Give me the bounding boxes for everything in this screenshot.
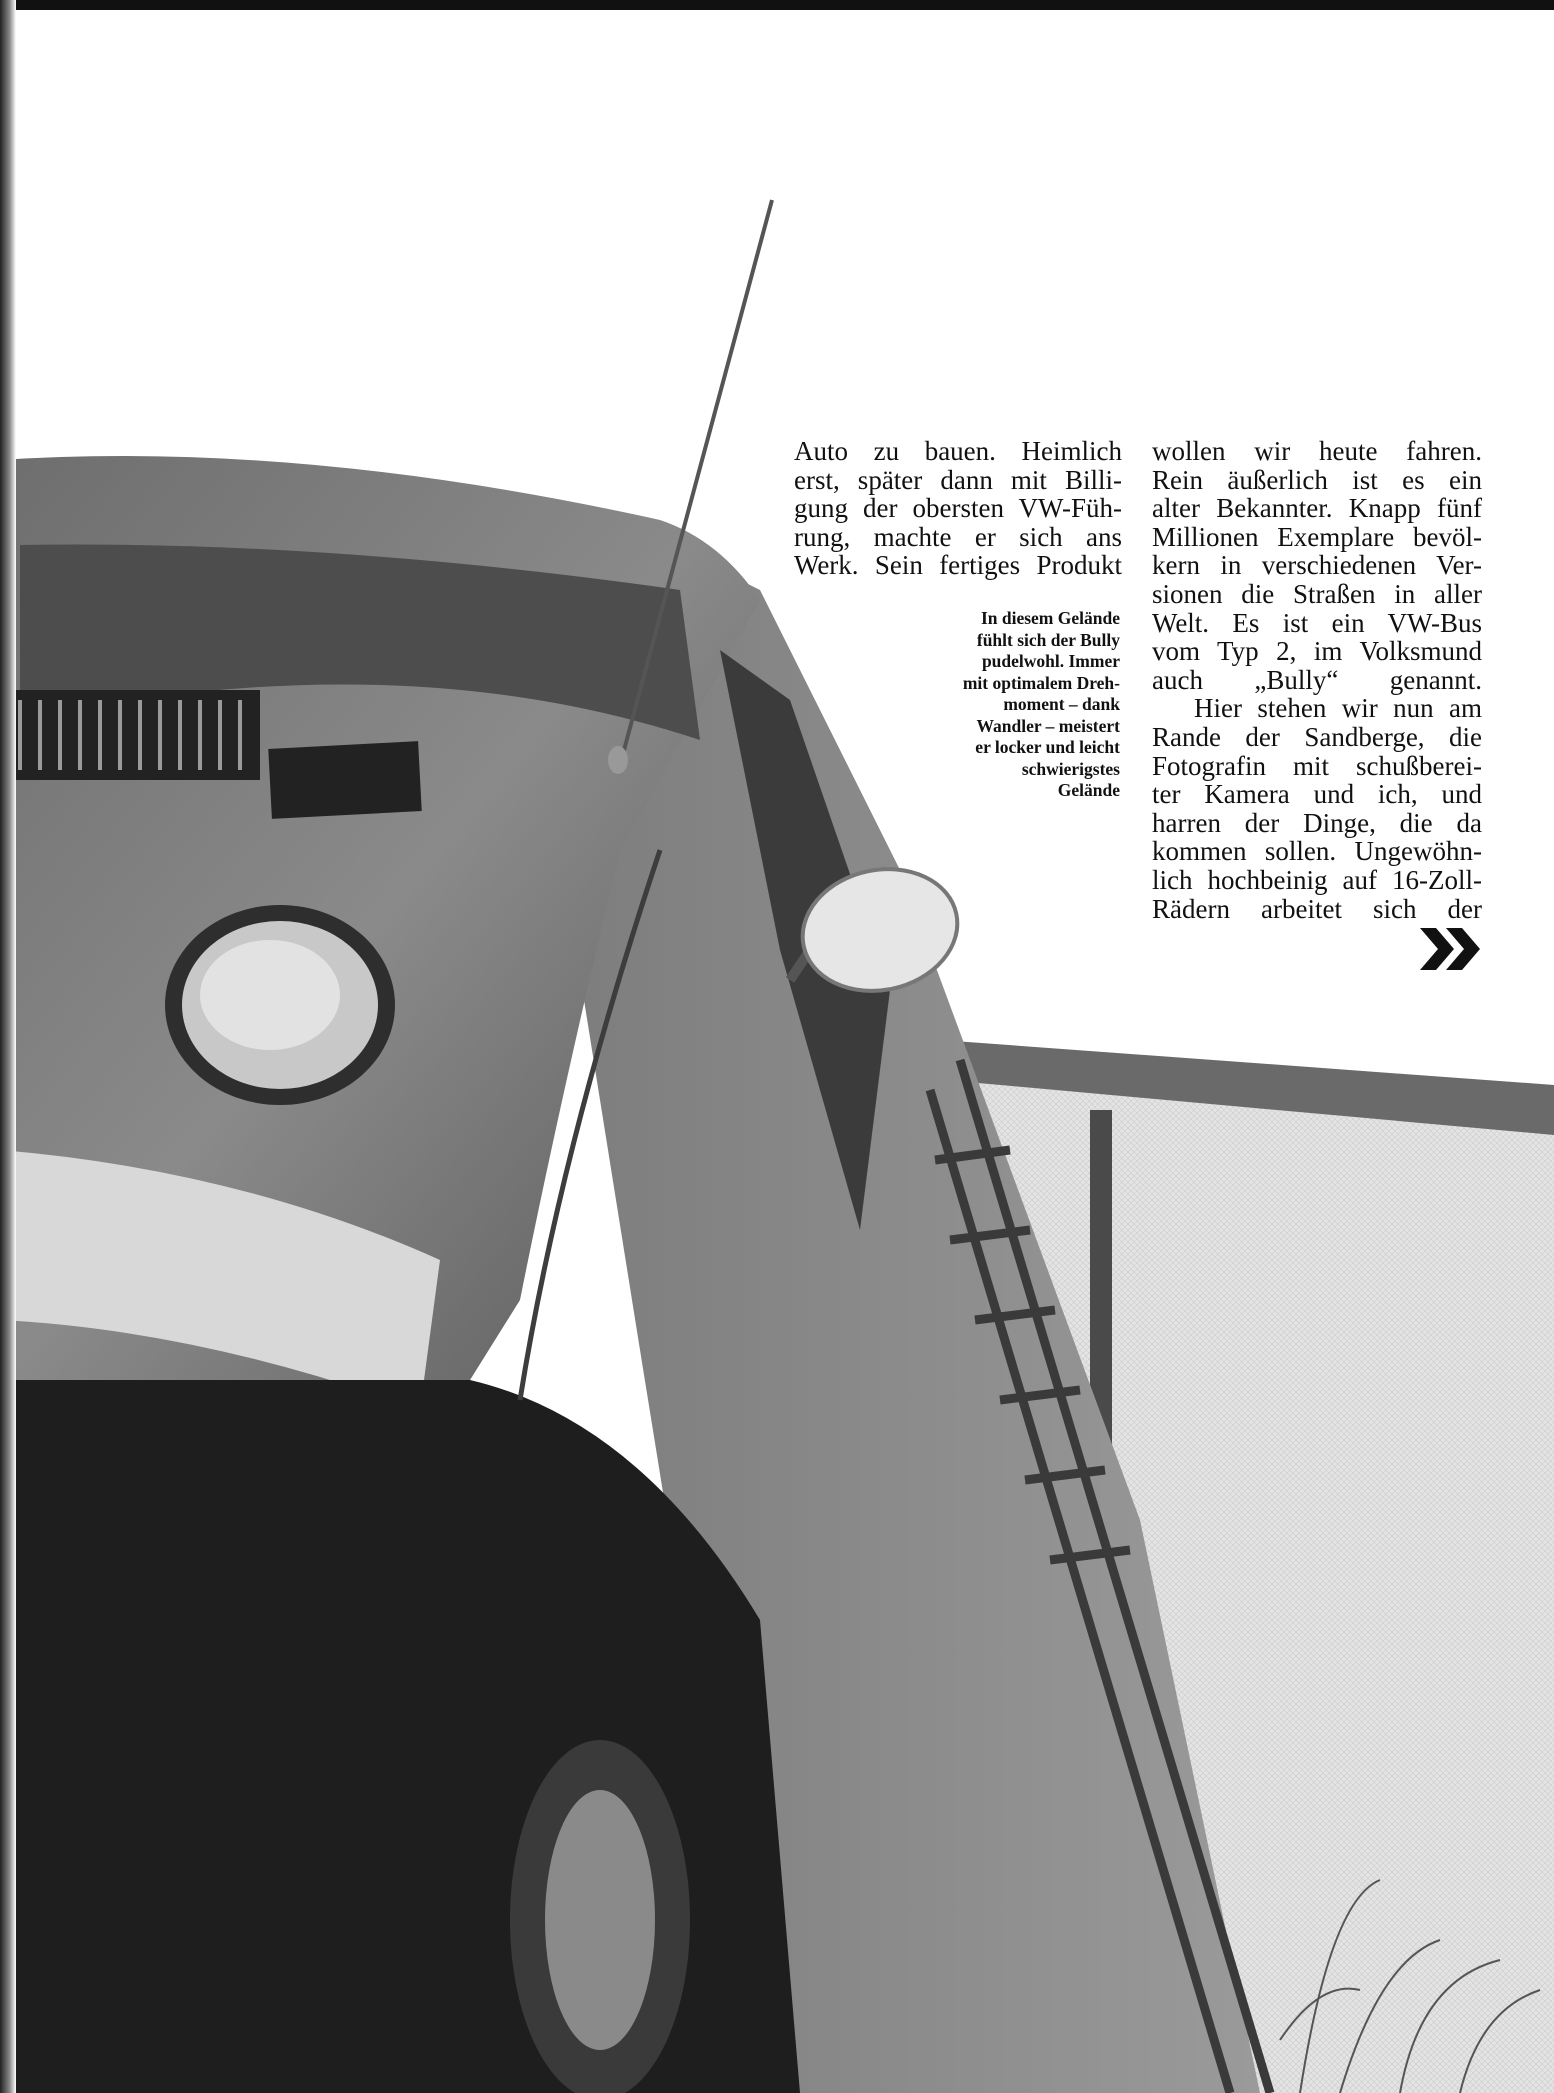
photo-caption xyxy=(880,608,1120,802)
text-line: gung der obersten VW-Füh- xyxy=(794,493,1122,524)
caption-line: fühlt sich der Bully xyxy=(976,629,1120,650)
caption-line: schwierigstes xyxy=(1021,758,1120,779)
text-line: lich hochbeinig auf 16-Zoll- xyxy=(1152,864,1482,895)
text-line: ter Kamera und ich, und xyxy=(1152,779,1482,810)
text-line: Werk. Sein fertiges Produkt xyxy=(794,550,1122,581)
text-line: rung, machte er sich ans xyxy=(794,521,1122,552)
text-line: wollen wir heute fahren. xyxy=(1152,436,1482,466)
caption-line: pudelwohl. Immer xyxy=(981,651,1120,671)
page-gutter xyxy=(0,0,16,2093)
text-line: sionen die Straßen in aller xyxy=(1152,578,1482,609)
caption-line: Gelände xyxy=(1057,780,1120,800)
text-line: Rande der Sandberge, die xyxy=(1152,721,1482,752)
caption-line: er locker und leicht xyxy=(975,737,1120,757)
caption-line: moment – dank xyxy=(1003,694,1120,714)
article-column-1 xyxy=(794,437,1122,580)
text-line: auch „Bully“ genannt. xyxy=(1152,664,1482,695)
double-chevron-right-icon xyxy=(1420,928,1486,970)
top-border xyxy=(0,0,1554,10)
text-line: Fotografin mit schußberei- xyxy=(1152,750,1482,781)
text-line: erst, später dann mit Billi- xyxy=(794,464,1122,495)
caption-line: Wandler – meistert xyxy=(976,715,1120,736)
caption-line: mit optimalem Dreh- xyxy=(962,672,1120,693)
text-line: vom Typ 2, im Volksmund xyxy=(1152,636,1482,667)
text-line: Rädern arbeitet sich der xyxy=(1152,893,1482,924)
text-line: Auto zu bauen. Heimlich xyxy=(794,436,1122,466)
text-line: Hier stehen wir nun am xyxy=(1194,693,1482,724)
caption-line: In diesem Gelände xyxy=(980,608,1120,628)
text-line: Welt. Es ist ein VW-Bus xyxy=(1152,607,1482,638)
article-column-2 xyxy=(1152,437,1482,923)
text-line: alter Bekannter. Knapp fünf xyxy=(1152,493,1482,524)
text-line: harren der Dinge, die da xyxy=(1152,807,1482,838)
text-line: Rein äußerlich ist es ein xyxy=(1152,464,1482,495)
text-line: kern in verschiedenen Ver- xyxy=(1152,550,1482,581)
text-line: Millionen Exemplare bevöl- xyxy=(1152,521,1482,552)
text-line: kommen sollen. Ungewöhn- xyxy=(1152,836,1482,867)
